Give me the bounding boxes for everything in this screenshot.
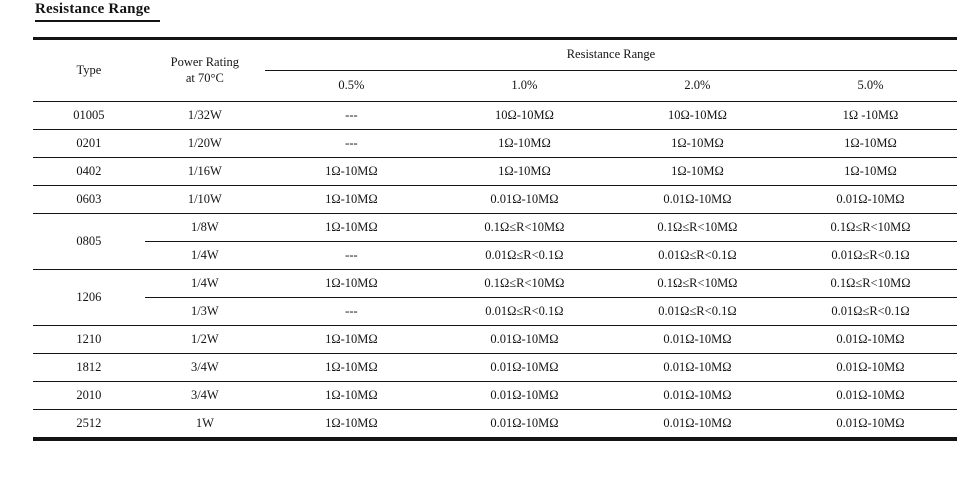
cell-range: 0.01Ω-10MΩ <box>438 382 611 410</box>
table-row <box>33 354 957 382</box>
cell-power: 1/32W <box>145 102 265 130</box>
page-title: Resistance Range <box>35 1 160 22</box>
cell-range: 1Ω-10MΩ <box>265 326 438 354</box>
resistance-range-table <box>33 37 957 441</box>
header-power-line2: at 70°C <box>185 70 224 85</box>
cell-type: 2010 <box>33 382 145 410</box>
cell-power: 3/4W <box>145 354 265 382</box>
cell-range: 1Ω-10MΩ <box>265 158 438 186</box>
cell-range: 0.01Ω-10MΩ <box>784 382 957 410</box>
cell-range: 0.01Ω-10MΩ <box>611 410 784 440</box>
cell-range: 0.01Ω-10MΩ <box>438 354 611 382</box>
header-resistance-range: Resistance Range <box>265 39 957 71</box>
cell-power: 1/16W <box>145 158 265 186</box>
table-row <box>33 382 957 410</box>
cell-range: 0.1Ω≤R<10MΩ <box>438 270 611 298</box>
cell-range: 0.01Ω-10MΩ <box>438 186 611 214</box>
cell-range: 0.01Ω≤R<0.1Ω <box>438 298 611 326</box>
cell-range: 0.01Ω-10MΩ <box>611 186 784 214</box>
header-tolerance-0-5: 0.5% <box>265 71 438 102</box>
header-tolerance-5-0: 5.0% <box>784 71 957 102</box>
cell-range: 0.1Ω≤R<10MΩ <box>438 214 611 242</box>
cell-range: 0.01Ω≤R<0.1Ω <box>611 242 784 270</box>
cell-range: 0.01Ω-10MΩ <box>438 326 611 354</box>
cell-type: 0603 <box>33 186 145 214</box>
header-tolerance-1-0: 1.0% <box>438 71 611 102</box>
cell-range: 10Ω-10MΩ <box>611 102 784 130</box>
cell-range: --- <box>265 242 438 270</box>
cell-range: 1Ω-10MΩ <box>265 186 438 214</box>
cell-power: 1/20W <box>145 130 265 158</box>
cell-range: 1Ω-10MΩ <box>611 158 784 186</box>
table-row <box>33 326 957 354</box>
table-row <box>33 130 957 158</box>
cell-range: 1Ω-10MΩ <box>784 130 957 158</box>
table-row <box>33 102 957 130</box>
cell-range: 0.1Ω≤R<10MΩ <box>611 214 784 242</box>
cell-power: 1/4W <box>145 270 265 298</box>
cell-range: --- <box>265 130 438 158</box>
cell-range: 1Ω-10MΩ <box>438 158 611 186</box>
cell-range: 1Ω-10MΩ <box>438 130 611 158</box>
header-row-group <box>33 39 957 71</box>
cell-range: 0.1Ω≤R<10MΩ <box>784 214 957 242</box>
cell-type: 1812 <box>33 354 145 382</box>
table-row <box>33 410 957 440</box>
table-row <box>33 186 957 214</box>
cell-type: 0805 <box>33 214 145 270</box>
table-row <box>33 158 957 186</box>
cell-range: --- <box>265 102 438 130</box>
cell-range: 0.01Ω≤R<0.1Ω <box>438 242 611 270</box>
cell-range: 1Ω-10MΩ <box>265 410 438 440</box>
cell-range: 0.1Ω≤R<10MΩ <box>611 270 784 298</box>
table-row <box>33 298 957 326</box>
cell-range: --- <box>265 298 438 326</box>
cell-type: 01005 <box>33 102 145 130</box>
cell-range: 0.01Ω-10MΩ <box>611 382 784 410</box>
table-row <box>33 242 957 270</box>
cell-power: 1/4W <box>145 242 265 270</box>
cell-range: 0.01Ω-10MΩ <box>784 354 957 382</box>
cell-type: 1210 <box>33 326 145 354</box>
header-power-rating <box>145 39 265 102</box>
cell-range: 0.01Ω≤R<0.1Ω <box>611 298 784 326</box>
table-row <box>33 214 957 242</box>
cell-power: 1/8W <box>145 214 265 242</box>
cell-type: 1206 <box>33 270 145 326</box>
header-tolerance-2-0: 2.0% <box>611 71 784 102</box>
cell-range: 0.01Ω-10MΩ <box>784 186 957 214</box>
cell-power: 1/10W <box>145 186 265 214</box>
cell-range: 0.01Ω-10MΩ <box>784 326 957 354</box>
cell-range: 0.01Ω-10MΩ <box>784 410 957 440</box>
cell-range: 10Ω-10MΩ <box>438 102 611 130</box>
cell-range: 1Ω -10MΩ <box>784 102 957 130</box>
cell-range: 1Ω-10MΩ <box>265 214 438 242</box>
header-type: Type <box>33 39 145 102</box>
cell-power: 1/2W <box>145 326 265 354</box>
cell-range: 0.1Ω≤R<10MΩ <box>784 270 957 298</box>
cell-type: 2512 <box>33 410 145 440</box>
table-row <box>33 270 957 298</box>
cell-range: 1Ω-10MΩ <box>611 130 784 158</box>
cell-power: 3/4W <box>145 382 265 410</box>
cell-type: 0402 <box>33 158 145 186</box>
cell-type: 0201 <box>33 130 145 158</box>
cell-range: 1Ω-10MΩ <box>784 158 957 186</box>
cell-range: 0.01Ω-10MΩ <box>611 326 784 354</box>
cell-range: 0.01Ω-10MΩ <box>611 354 784 382</box>
header-power-line1: Power Rating <box>170 54 240 69</box>
cell-power: 1/3W <box>145 298 265 326</box>
cell-range: 0.01Ω≤R<0.1Ω <box>784 242 957 270</box>
cell-power: 1W <box>145 410 265 440</box>
cell-range: 1Ω-10MΩ <box>265 354 438 382</box>
cell-range: 0.01Ω≤R<0.1Ω <box>784 298 957 326</box>
cell-range: 0.01Ω-10MΩ <box>438 410 611 440</box>
cell-range: 1Ω-10MΩ <box>265 382 438 410</box>
cell-range: 1Ω-10MΩ <box>265 270 438 298</box>
